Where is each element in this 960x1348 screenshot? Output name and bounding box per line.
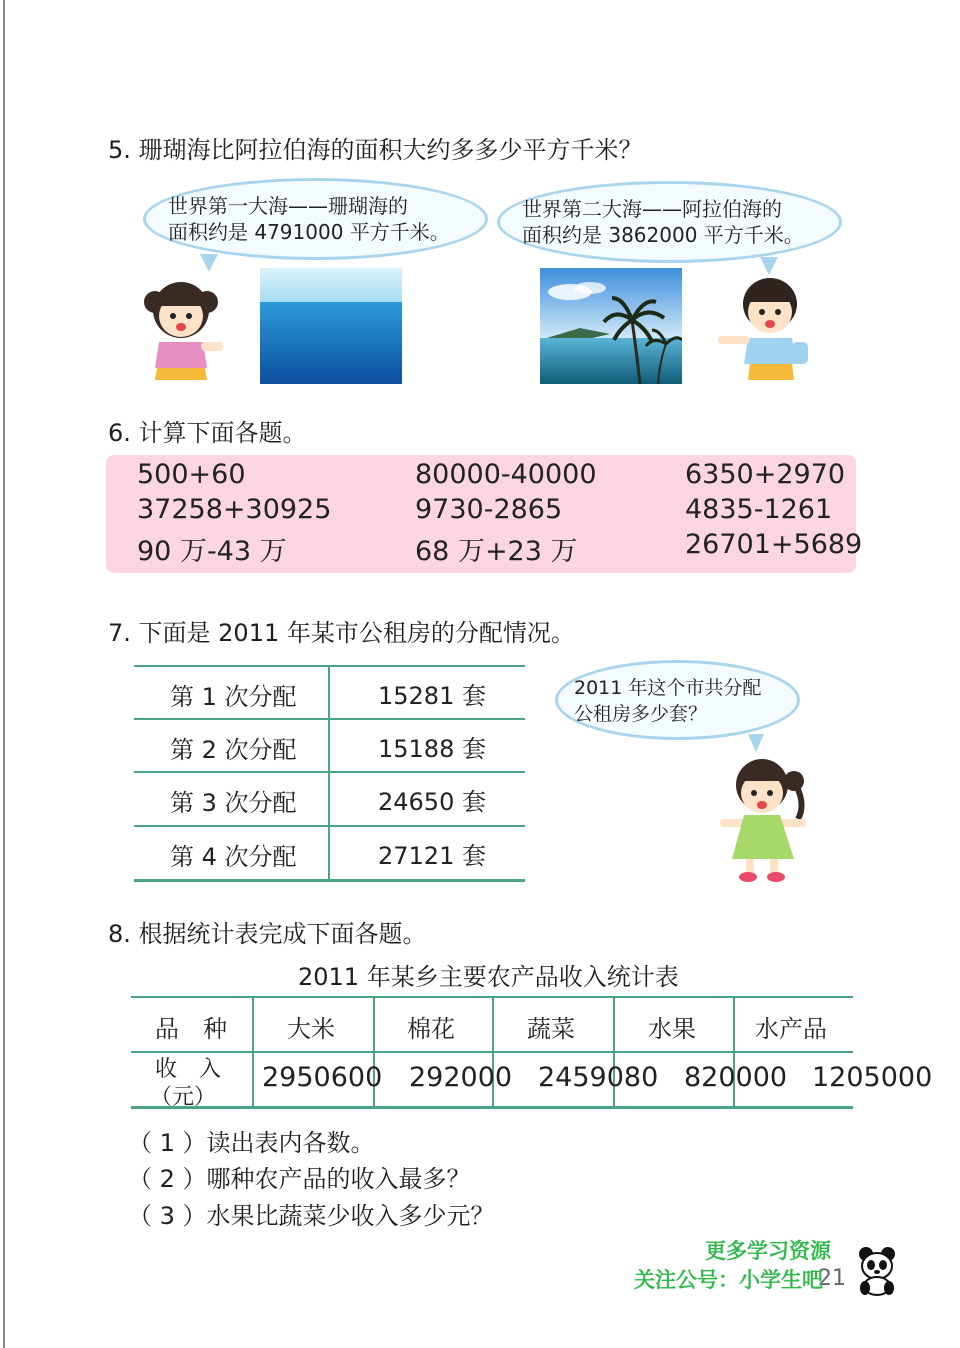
- sub-question-3: （ 3 ）水果比蔬菜少收入多少元？: [128, 1202, 495, 1230]
- page-edge-line: [3, 0, 5, 1348]
- bubble-line: 公租房多少套？: [574, 703, 708, 725]
- table-row-value: 27121 套: [378, 842, 486, 870]
- sub-question-1: （ 1 ）读出表内各数。: [128, 1129, 375, 1157]
- income-value: 820000: [684, 1062, 788, 1093]
- calc-item: 68 万+23 万: [415, 536, 578, 567]
- bubble-line: 面积约是 3862000 平方千米。: [522, 223, 804, 247]
- table-row-value: 15281 套: [378, 682, 486, 710]
- bubble-tail: [748, 734, 764, 752]
- bubble-line: 2011 年这个市共分配: [574, 677, 762, 699]
- calc-item: 37258+30925: [137, 494, 332, 525]
- calc-item: 90 万-43 万: [137, 536, 287, 567]
- income-value: 2950600: [262, 1062, 383, 1093]
- speech-bubble-coral-sea: [143, 178, 488, 260]
- product-name: 水果: [648, 1015, 696, 1043]
- arabian-sea-photo: [540, 268, 682, 384]
- product-name: 蔬菜: [527, 1015, 575, 1043]
- income-unit-label: （元）: [150, 1085, 217, 1110]
- bubble-line: 面积约是 4791000 平方千米。: [168, 220, 450, 244]
- table-row-label: 第 3 次分配: [170, 789, 297, 817]
- income-value: 1205000: [812, 1062, 933, 1093]
- bubble-line: 世界第一大海——珊瑚海的: [168, 194, 408, 218]
- page-number: 21: [818, 1266, 846, 1291]
- product-name: 棉花: [407, 1015, 455, 1043]
- income-value: 292000: [409, 1062, 513, 1093]
- question-7-title: 7. 下面是 2011 年某市公租房的分配情况。: [108, 619, 575, 647]
- product-name: 水产品: [755, 1015, 827, 1043]
- speech-bubble-arabian-sea: [497, 181, 842, 263]
- speech-bubble-question: [555, 660, 800, 740]
- bubble-line: 世界第二大海——阿拉伯海的: [522, 197, 782, 221]
- table-row-value: 15188 套: [378, 735, 486, 763]
- question-5-title: 5. 珊瑚海比阿拉伯海的面积大约多多少平方千米？: [108, 136, 643, 164]
- table-row-label: 第 4 次分配: [170, 843, 297, 871]
- question-6-title: 6. 计算下面各题。: [108, 419, 307, 447]
- table-row-value: 24650 套: [378, 788, 486, 816]
- calc-item: 26701+5689: [685, 529, 863, 560]
- watermark-line-1: 更多学习资源: [705, 1239, 831, 1263]
- table-row-label: 第 2 次分配: [170, 736, 297, 764]
- panda-icon: [852, 1244, 900, 1296]
- calc-item: 500+60: [137, 459, 246, 490]
- watermark-line-2: 关注公号：小学生吧: [634, 1268, 823, 1292]
- coral-sea-photo: [260, 268, 402, 384]
- table-divider: [328, 665, 330, 881]
- calc-item: 6350+2970: [685, 459, 846, 490]
- sub-question-2: （ 2 ）哪种农产品的收入最多？: [128, 1165, 471, 1193]
- table-row-label: 第 1 次分配: [170, 683, 297, 711]
- statistics-table-title: 2011 年某乡主要农产品收入统计表: [298, 963, 679, 991]
- table-divider: [252, 996, 254, 1108]
- bubble-tail: [200, 254, 218, 272]
- girl-illustration: [133, 272, 233, 387]
- income-label: 收 入: [155, 1057, 222, 1082]
- product-name: 大米: [287, 1015, 335, 1043]
- table-header-label: 品 种: [155, 1015, 227, 1043]
- calc-item: 9730-2865: [415, 494, 563, 525]
- income-value: 2459080: [538, 1062, 659, 1093]
- girl-green-dress-illustration: [710, 755, 815, 885]
- calc-item: 80000-40000: [415, 459, 597, 490]
- question-8-title: 8. 根据统计表完成下面各题。: [108, 920, 427, 948]
- boy-illustration: [712, 272, 816, 384]
- calc-item: 4835-1261: [685, 494, 833, 525]
